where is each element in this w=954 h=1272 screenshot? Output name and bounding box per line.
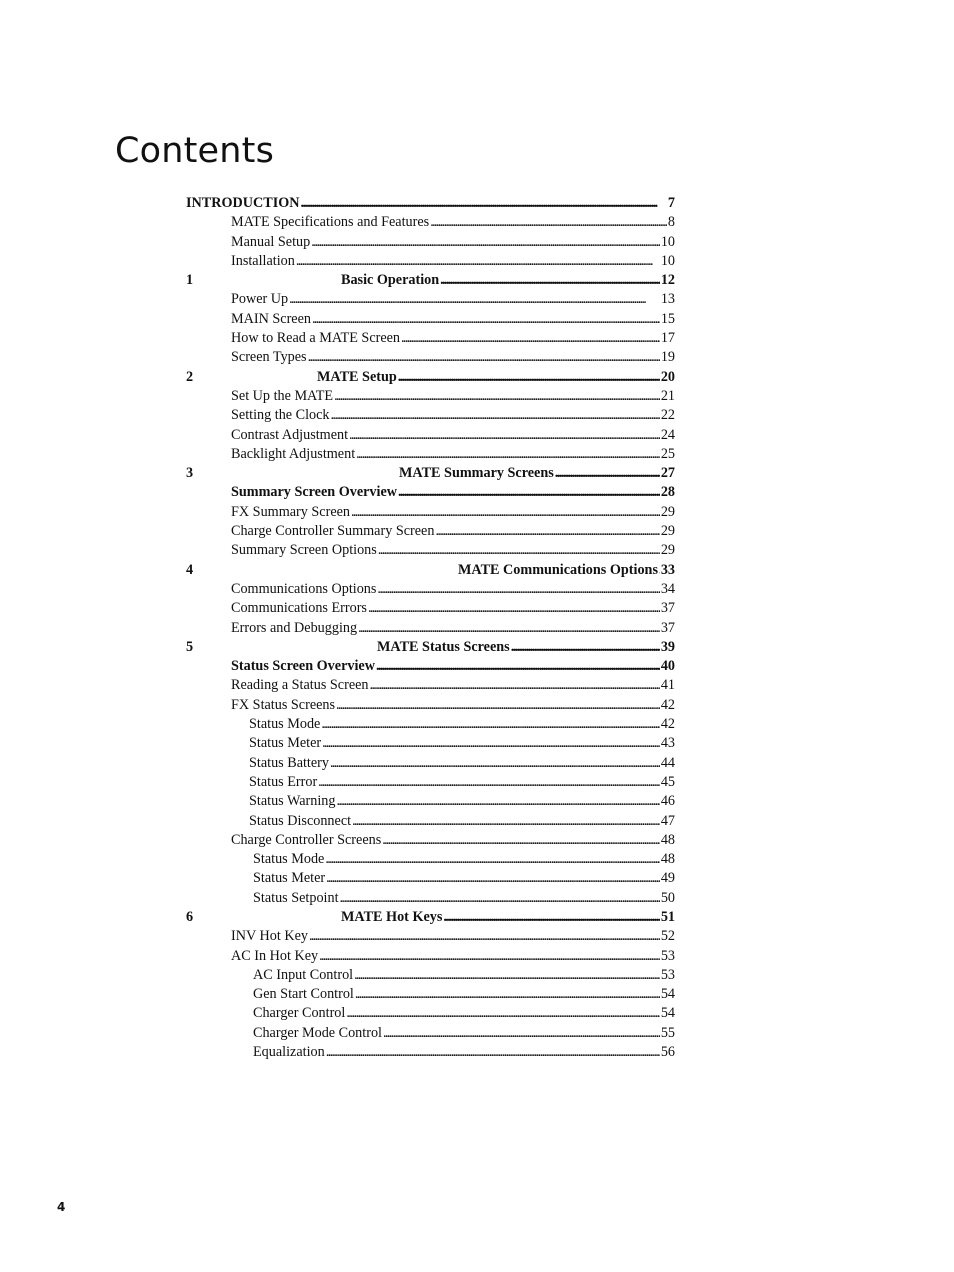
toc-entry-label: Backlight Adjustment [231,445,356,462]
toc-page-number: 34 [660,580,675,597]
toc-leader-dots [355,985,660,1004]
toc-page-number: 50 [660,889,675,906]
toc-leader-dots [382,831,660,850]
toc-entry-label: Errors and Debugging [231,619,358,636]
toc-leader-dots [309,927,660,946]
toc-page-number: 29 [660,503,675,520]
toc-entry-row[interactable] [186,927,675,946]
toc-leader-dots [312,310,660,329]
toc-entry-row[interactable] [186,889,675,908]
toc-page-number: 25 [660,445,675,462]
toc-entry-label: Installation [231,252,295,269]
toc-entry-row[interactable] [186,966,675,985]
toc-leader-dots [383,1024,660,1043]
toc-page-number: 8 [667,214,675,231]
toc-leader-dots [319,947,660,966]
toc-page-number: 48 [660,851,675,868]
toc-entry-label: Communications Options [231,580,377,597]
toc-entry-row[interactable] [186,831,675,850]
toc-entry-label: MATE Summary Screens [399,465,554,482]
toc-chapter-row[interactable] [186,464,675,483]
toc-page-number: 27 [660,465,675,482]
toc-page-number: 10 [660,233,675,250]
toc-page-number: 24 [660,426,675,443]
toc-entry-row[interactable] [186,290,675,309]
toc-entry-label: Gen Start Control [253,986,354,1003]
toc-entry-label: Charger Control [253,1005,346,1022]
toc-entry-row[interactable] [186,1043,675,1062]
toc-page-number: 53 [660,966,675,983]
toc-page-number: 19 [660,349,675,366]
toc-leader-dots [443,908,659,927]
toc-entry-row[interactable] [186,754,675,773]
toc-leader-dots [336,696,660,715]
toc-page-number: 41 [660,677,675,694]
toc-entry-row[interactable] [186,522,675,541]
toc-entry-label: Status Meter [249,735,322,752]
toc-page-number: 42 [660,696,675,713]
toc-page-number: 15 [660,310,675,327]
toc-entry-row[interactable] [186,503,675,522]
toc-entry-row[interactable] [186,812,675,831]
toc-chapter-number: 1 [186,272,194,289]
toc-leader-dots [356,445,660,464]
toc-leader-dots [326,869,660,888]
toc-entry-label: MATE Setup [317,368,397,385]
toc-leader-dots [401,329,660,348]
toc-leader-dots [354,966,660,985]
toc-chapter-row[interactable] [186,368,675,387]
toc-entry-label: Status Screen Overview [231,658,375,675]
toc-page-number: 10 [660,252,675,269]
toc-entry-label: Charge Controller Summary Screen [231,523,435,540]
toc-page-number: 53 [660,947,675,964]
toc-entry-label: Status Disconnect [249,812,352,829]
toc-entry-label: Charger Mode Control [253,1024,382,1041]
toc-entry-row[interactable] [186,657,675,676]
toc-entry-row[interactable] [186,985,675,1004]
toc-leader-dots [351,503,660,522]
toc-entry-label: Equalization [253,1044,325,1061]
toc-page-number: 29 [660,542,675,559]
toc-leader-dots [330,754,660,773]
toc-leader-dots [511,638,660,657]
toc-entry-row[interactable] [186,773,675,792]
toc-leader-dots [435,522,659,541]
toc-entry-row[interactable] [186,541,675,560]
toc-entry-row[interactable] [186,194,675,213]
toc-entry-label: Status Warning [249,793,336,810]
toc-page-number: 7 [667,195,675,211]
toc-entry-row[interactable] [186,1004,675,1023]
toc-leader-dots [368,599,660,618]
toc-entry-label: Status Battery [249,754,329,771]
toc-leader-dots [430,213,667,232]
toc-leader-dots [326,1043,660,1062]
toc-entry-label: Power Up [231,291,289,308]
toc-page-number: 44 [660,754,675,771]
toc-entry-label: MATE Hot Keys [341,908,443,925]
toc-leader-dots [318,773,660,792]
toc-entry-label: INTRODUCTION [186,195,300,211]
toc-page-number: 45 [660,773,675,790]
toc-leader-dots [331,406,660,425]
toc-entry-label: Status Mode [249,716,321,733]
toc-entry-row[interactable] [186,329,675,348]
toc-entry-label: Basic Operation [341,272,440,289]
toc-page-number: 49 [660,870,675,887]
toc-leader-dots [301,194,667,213]
toc-entry-row[interactable] [186,599,675,618]
toc-chapter-number: 3 [186,465,194,482]
toc-page-number: 48 [660,831,675,848]
toc-entry-label: MATE Status Screens [377,638,510,655]
toc-entry-label: Manual Setup [231,233,311,250]
toc-page-number: 54 [660,986,675,1003]
toc-entry-label: FX Status Screens [231,696,336,713]
toc-entry-label: MATE Specifications and Features [231,214,430,231]
toc-leader-dots [336,792,659,811]
toc-entry-label: Charge Controller Screens [231,831,382,848]
toc-page-number: 37 [660,619,675,636]
toc-page-number: 51 [660,908,675,925]
toc-page-number: 22 [660,407,675,424]
toc-leader-dots [398,368,660,387]
toc-leader-dots [349,426,660,445]
toc-leader-dots [352,812,660,831]
toc-entry-row[interactable] [186,734,675,753]
toc-page-number: 33 [660,561,675,578]
toc-entry-label: MAIN Screen [231,310,311,327]
toc-page-number: 42 [660,716,675,733]
toc-page-number: 21 [660,387,675,404]
toc-leader-dots [322,734,660,753]
toc-chapter-row[interactable] [186,908,675,927]
toc-entry-label: AC In Hot Key [231,947,319,964]
toc-leader-dots [346,1004,659,1023]
toc-leader-dots [440,271,660,290]
toc-entry-label: Status Setpoint [253,889,339,906]
toc-page-number: 37 [660,600,675,617]
toc-entry-row[interactable] [186,426,675,445]
toc-entry-label: Summary Screen Options [231,542,377,559]
toc-page-number: 20 [660,368,675,385]
toc-entry-label: MATE Communications Options [458,561,658,578]
toc-page-number: 39 [660,638,675,655]
toc-entry-label: Summary Screen Overview [231,484,398,501]
toc-entry-label: Contrast Adjustment [231,426,349,443]
toc-page-number: 17 [660,330,675,347]
toc-page-number: 55 [660,1024,675,1041]
toc-entry-row[interactable] [186,696,675,715]
toc-leader-dots [311,233,660,252]
toc-page-number: 54 [660,1005,675,1022]
toc-entry-row[interactable] [186,580,675,599]
toc-page-number: 46 [660,793,675,810]
toc-entry-label: How to Read a MATE Screen [231,330,401,347]
page-title: Contents [115,131,275,172]
toc-entry-row[interactable] [186,445,675,464]
toc-leader-dots [321,715,659,734]
toc-entry-row[interactable] [186,947,675,966]
toc-entry-row[interactable] [186,1024,675,1043]
toc-entry-label: Screen Types [231,349,307,366]
toc-leader-dots [377,580,659,599]
page-number: 4 [57,1200,66,1214]
toc-page-number: 43 [660,735,675,752]
toc-leader-dots [376,657,660,676]
toc-leader-dots [308,348,660,367]
toc-entry-label: Status Error [249,773,318,790]
toc-chapter-row[interactable] [186,271,675,290]
toc-entry-row[interactable] [186,850,675,869]
toc-entry-label: Reading a Status Screen [231,677,369,694]
toc-entry-row[interactable] [186,252,675,271]
toc-page-number: 40 [660,658,675,675]
toc-page-number: 29 [660,523,675,540]
toc-entry-label: Communications Errors [231,600,367,617]
toc-leader-dots [378,541,660,560]
toc-entry-label: INV Hot Key [231,928,308,945]
toc-chapter-row[interactable] [186,561,675,580]
toc-page-number: 56 [660,1044,675,1061]
toc-leader-dots [555,464,660,483]
toc-leader-dots [358,619,660,638]
toc-entry-row[interactable] [186,619,675,638]
toc-leader-dots [370,676,660,695]
toc-entry-row[interactable] [186,310,675,329]
toc-page-number: 47 [660,812,675,829]
toc-entry-row[interactable] [186,387,675,406]
toc-page-number: 28 [660,484,675,501]
toc-page-number: 12 [660,272,675,289]
toc-entry-label: Setting the Clock [231,407,330,424]
toc-leader-dots [334,387,660,406]
toc-entry-label: AC Input Control [253,966,354,983]
toc-leader-dots [398,483,660,502]
toc-entry-label: FX Summary Screen [231,503,351,520]
table-of-contents [186,194,675,1062]
toc-entry-row[interactable] [186,483,675,502]
toc-leader-dots [325,850,659,869]
toc-leader-dots [659,561,660,580]
toc-entry-row[interactable] [186,676,675,695]
toc-page-number: 52 [660,928,675,945]
toc-entry-row[interactable] [186,715,675,734]
toc-entry-row[interactable] [186,406,675,425]
toc-entry-row[interactable] [186,792,675,811]
toc-entry-label: Status Meter [253,870,326,887]
toc-page-number: 13 [660,291,675,308]
toc-entry-label: Status Mode [253,851,325,868]
toc-entry-label: Set Up the MATE [231,387,334,404]
toc-leader-dots [289,290,660,309]
toc-chapter-number: 6 [186,908,194,925]
toc-leader-dots [340,889,660,908]
toc-chapter-number: 2 [186,368,194,385]
toc-entry-row[interactable] [186,348,675,367]
toc-leader-dots [296,252,660,271]
toc-entry-row[interactable] [186,233,675,252]
toc-entry-row[interactable] [186,869,675,888]
toc-entry-row[interactable] [186,213,675,232]
toc-chapter-number: 5 [186,638,194,655]
toc-chapter-number: 4 [186,561,194,578]
toc-chapter-row[interactable] [186,638,675,657]
